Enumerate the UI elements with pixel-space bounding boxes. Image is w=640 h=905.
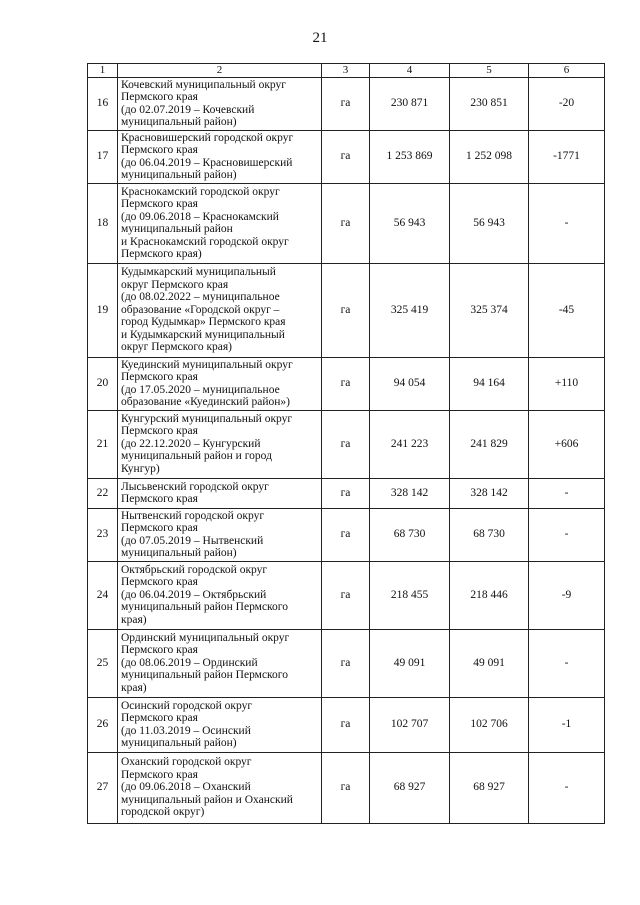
area-change-col6: +606 (529, 410, 605, 478)
row-number: 20 (88, 357, 118, 410)
row-number: 24 (88, 561, 118, 629)
area-value-col4: 56 943 (370, 183, 450, 263)
municipality-name: Краснокамский городской округ Пермского края (до 09.06.2018 – Краснокамский муниципальный район и Краснокамский городской округ Пермского края) (118, 183, 322, 263)
table-row (88, 508, 605, 561)
table-row (88, 410, 605, 478)
unit: га (322, 183, 370, 263)
municipality-name: Кочевский муниципальный округ Пермского края (до 02.07.2019 – Кочевский муниципальный район) (118, 77, 322, 130)
municipality-name: Ординский муниципальный округ Пермского края (до 08.06.2019 – Ординский муниципальный район Пермского края) (118, 629, 322, 697)
municipality-name: Куединский муниципальный округ Пермского края (до 17.05.2020 – муниципальное образование «Куединский район») (118, 357, 322, 410)
area-change-col6: - (529, 478, 605, 508)
row-number: 19 (88, 263, 118, 357)
table-row (88, 130, 605, 183)
area-change-col6: -1 (529, 697, 605, 752)
area-value-col4: 68 730 (370, 508, 450, 561)
municipality-name: Оханский городской округ Пермского края (до 09.06.2018 – Оханский муниципальный район и Оханский городской округ) (118, 752, 322, 823)
unit: га (322, 357, 370, 410)
area-value-col5: 56 943 (450, 183, 529, 263)
unit: га (322, 77, 370, 130)
row-number: 21 (88, 410, 118, 478)
area-value-col4: 68 927 (370, 752, 450, 823)
municipality-name: Красновишерский городской округ Пермского края (до 06.04.2019 – Красновишерский муниципальный район) (118, 130, 322, 183)
table-row (88, 183, 605, 263)
area-change-col6: -1771 (529, 130, 605, 183)
area-change-col6: - (529, 752, 605, 823)
table-row (88, 263, 605, 357)
area-value-col5: 49 091 (450, 629, 529, 697)
unit: га (322, 629, 370, 697)
area-change-col6: - (529, 183, 605, 263)
area-value-col5: 102 706 (450, 697, 529, 752)
area-value-col5: 241 829 (450, 410, 529, 478)
column-number-header-row (88, 64, 605, 78)
row-number: 26 (88, 697, 118, 752)
table-row (88, 752, 605, 823)
column-number-4: 4 (370, 64, 450, 78)
area-value-col5: 1 252 098 (450, 130, 529, 183)
area-change-col6: - (529, 508, 605, 561)
column-number-2: 2 (118, 64, 322, 78)
area-value-col4: 241 223 (370, 410, 450, 478)
area-value-col4: 325 419 (370, 263, 450, 357)
unit: га (322, 561, 370, 629)
row-number: 18 (88, 183, 118, 263)
area-change-col6: - (529, 629, 605, 697)
table-row (88, 478, 605, 508)
unit: га (322, 752, 370, 823)
area-value-col4: 328 142 (370, 478, 450, 508)
table-row (88, 697, 605, 752)
column-number-5: 5 (450, 64, 529, 78)
area-value-col4: 102 707 (370, 697, 450, 752)
column-number-6: 6 (529, 64, 605, 78)
row-number: 22 (88, 478, 118, 508)
land-area-table (87, 63, 605, 824)
column-number-3: 3 (322, 64, 370, 78)
area-value-col4: 218 455 (370, 561, 450, 629)
unit: га (322, 130, 370, 183)
area-value-col5: 218 446 (450, 561, 529, 629)
municipality-name: Кунгурский муниципальный округ Пермского края (до 22.12.2020 – Кунгурский муниципальный район и город Кунгур) (118, 410, 322, 478)
area-change-col6: -20 (529, 77, 605, 130)
municipality-name: Кудымкарский муниципальный округ Пермского края (до 08.02.2022 – муниципальное образование «Городской округ – город Кудымкар» Пермского края и Кудымкарский муниципальный округ Пермского края) (118, 263, 322, 357)
area-change-col6: -9 (529, 561, 605, 629)
area-value-col5: 68 730 (450, 508, 529, 561)
municipality-name: Лысьвенский городской округ Пермского края (118, 478, 322, 508)
area-change-col6: -45 (529, 263, 605, 357)
table-row (88, 561, 605, 629)
table-row (88, 77, 605, 130)
row-number: 25 (88, 629, 118, 697)
unit: га (322, 478, 370, 508)
row-number: 17 (88, 130, 118, 183)
table-row (88, 629, 605, 697)
row-number: 16 (88, 77, 118, 130)
page-number: 21 (312, 30, 328, 46)
area-value-col4: 49 091 (370, 629, 450, 697)
area-value-col4: 230 871 (370, 77, 450, 130)
row-number: 23 (88, 508, 118, 561)
area-value-col5: 68 927 (450, 752, 529, 823)
unit: га (322, 263, 370, 357)
area-change-col6: +110 (529, 357, 605, 410)
area-value-col5: 325 374 (450, 263, 529, 357)
area-value-col5: 328 142 (450, 478, 529, 508)
column-number-1: 1 (88, 64, 118, 78)
area-value-col5: 94 164 (450, 357, 529, 410)
unit: га (322, 508, 370, 561)
municipality-name: Осинский городской округ Пермского края (до 11.03.2019 – Осинский муниципальный район) (118, 697, 322, 752)
area-value-col4: 1 253 869 (370, 130, 450, 183)
municipality-name: Нытвенский городской округ Пермского края (до 07.05.2019 – Нытвенский муниципальный район) (118, 508, 322, 561)
table-row (88, 357, 605, 410)
row-number: 27 (88, 752, 118, 823)
unit: га (322, 697, 370, 752)
unit: га (322, 410, 370, 478)
area-value-col5: 230 851 (450, 77, 529, 130)
area-value-col4: 94 054 (370, 357, 450, 410)
municipality-name: Октябрьский городской округ Пермского края (до 06.04.2019 – Октябрьский муниципальный район Пермского края) (118, 561, 322, 629)
